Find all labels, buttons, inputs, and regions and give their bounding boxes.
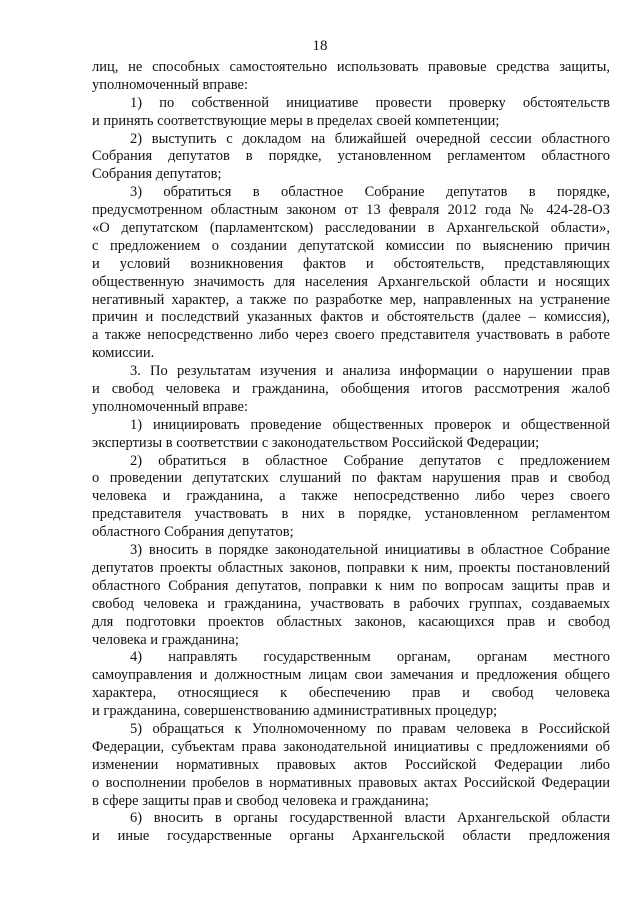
text-line: областного Собрания депутатов;: [92, 524, 294, 541]
text-line: в сфере защиты прав и свобод человека и гражданина;: [92, 792, 429, 809]
text-line: о проведении депутатских слушаний по фактам нарушения прав и свобод: [92, 470, 610, 487]
text-line: негативный характер, а также по разработке мер, направленных на устранение: [92, 291, 610, 308]
text-line: с предложением о создании депутатской комиссии по выяснению причин: [92, 237, 610, 254]
text-line: областного Собрания депутатов, поправки к ним по вопросам защиты прав и: [92, 577, 610, 594]
text-line: человека и гражданина, а также непосредственно либо через своего: [92, 488, 610, 505]
text-line: 1) по собственной инициативе провести проверку обстоятельств: [130, 94, 610, 111]
text-line: и гражданина, совершенствованию административных процедур;: [92, 703, 498, 720]
text-line: уполномоченный вправе:: [92, 398, 248, 415]
text-line: а также непосредственно либо через своего представителя участвовать в работе: [92, 327, 610, 344]
body-text: [92, 59, 610, 846]
text-line: о восполнении пробелов в нормативных правовых актах Российской Федерации: [92, 774, 610, 791]
text-line: представителя участвовать в них в порядке, установленном регламентом: [92, 506, 610, 523]
text-line: уполномоченный вправе:: [92, 76, 248, 93]
text-line: 2) выступить с докладом на ближайшей очередной сессии областного: [130, 130, 610, 147]
text-line: и иные государственные органы Архангельской области предложения: [92, 828, 610, 845]
text-line: Федерации, субъектам права законодательной инициативы с предложениями об: [92, 738, 610, 755]
text-line: самоуправления и должностным лицам свои замечания и предложения общего: [92, 667, 610, 684]
text-line: 3) обратиться в областное Собрание депутатов в порядке,: [130, 184, 610, 201]
text-line: и свобод человека и гражданина, обобщения итогов рассмотрения жалоб: [92, 381, 610, 398]
text-line: и принять соответствующие меры в пределах своей компетенции;: [92, 112, 500, 129]
text-line: Собрания депутатов;: [92, 166, 222, 183]
text-line: Собрания депутатов в порядке, установленном регламентом областного: [92, 148, 610, 165]
text-line: 4) направлять государственным органам, органам местного: [130, 649, 610, 666]
text-line: для подготовки проектов областных законов, касающихся прав и свобод: [92, 613, 610, 630]
text-line: свобод человека и гражданина, участвовать в рабочих группах, создаваемых: [92, 595, 610, 612]
text-line: причин и последствий указанных фактов и обстоятельств (далее – комиссия),: [92, 309, 610, 326]
text-line: 2) обратиться в областное Собрание депутатов с предложением: [130, 452, 610, 469]
text-line: общественную значимость для населения Архангельской области и носящих: [92, 273, 610, 290]
text-line: характера, относящиеся к обеспечению прав и свобод человека: [92, 685, 610, 702]
text-line: экспертизы в соответствии с законодательством Российской Федерации;: [92, 434, 540, 451]
text-line: предусмотренном областным законом от 13 февраля 2012 года № 424-28-ОЗ: [92, 202, 610, 219]
text-line: 1) инициировать проведение общественных проверок и общественной: [130, 416, 610, 433]
text-line: депутатов проекты областных законов, поправки к ним, проекты постановлений: [92, 559, 610, 576]
text-line: комиссии.: [92, 345, 155, 362]
text-line: изменении нормативных правовых актов Российской Федерации либо: [92, 756, 610, 773]
text-line: 3. По результатам изучения и анализа информации о нарушении прав: [130, 363, 610, 380]
text-line: лиц, не способных самостоятельно использовать правовые средства защиты,: [92, 59, 610, 75]
text-line: человека и гражданина;: [92, 631, 239, 648]
text-line: «О депутатском (парламентском) расследовании в Архангельской области»,: [92, 220, 610, 237]
page-number: 18: [312, 38, 328, 54]
text-line: 5) обращаться к Уполномоченному по правам человека в Российской: [130, 720, 610, 737]
text-line: и условий возникновения фактов и обстоятельств, представляющих: [92, 255, 610, 272]
text-line: 3) вносить в порядке законодательной инициативы в областное Собрание: [130, 542, 610, 559]
text-line: 6) вносить в органы государственной власти Архангельской области: [130, 810, 610, 827]
